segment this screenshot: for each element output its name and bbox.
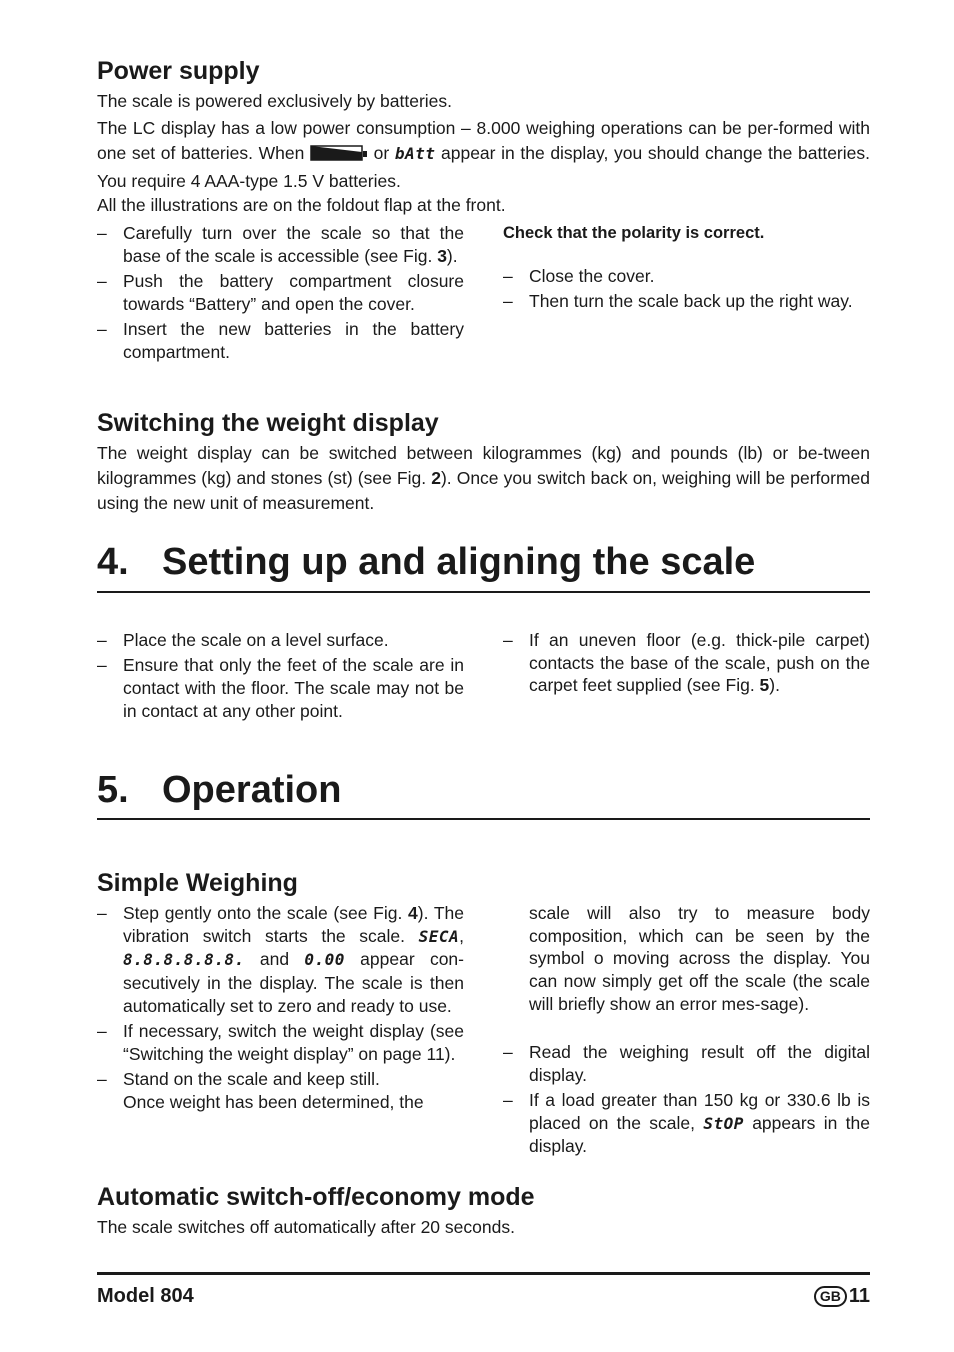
footer	[97, 1272, 870, 1307]
power-supply-p2-a: The LC display has a low power consumption – 8.000 weighing operations can be per-formed with one set of batteries. When	[97, 118, 870, 163]
list-item	[503, 1089, 870, 1158]
list-item: – Read the weighing result off the digital display.	[503, 1041, 870, 1086]
list-item	[97, 270, 464, 315]
test-display-code: 8.8.8.8.8.8.	[123, 950, 245, 970]
list-item-text: Insert the new batteries in the battery compartment.	[123, 318, 464, 362]
switching-text	[97, 441, 870, 516]
setup-left-list	[97, 629, 464, 725]
list-item: – Close the cover.	[503, 265, 870, 288]
language-badge: GB	[814, 1286, 847, 1307]
list-item	[503, 629, 870, 697]
cover-steps-list	[503, 265, 870, 315]
list-item-text: ).	[769, 675, 780, 696]
model-label: Model 804	[97, 1285, 194, 1307]
power-supply-p2-or: or	[373, 143, 390, 163]
list-item	[97, 1068, 464, 1113]
seca-display-code: SECA	[418, 926, 460, 946]
power-supply-heading: Power supply	[97, 57, 260, 85]
section-5-title	[97, 768, 341, 812]
list-item-text: Push the battery compartment closure towards “Battery” and open the cover.	[123, 270, 464, 314]
separator: ,	[459, 925, 464, 946]
auto-off-heading: Automatic switch-off/economy mode	[97, 1183, 535, 1211]
section-4-rule	[97, 591, 870, 593]
list-item-text: ). The vibration switch starts the scale.	[123, 903, 464, 946]
list-item-text: Step gently onto the scale (see Fig.	[123, 903, 409, 923]
list-item-text: appears in the display.	[529, 1112, 871, 1157]
simple-weighing-heading: Simple Weighing	[97, 869, 298, 897]
polarity-note: Check that the polarity is correct.	[503, 224, 765, 242]
list-item: – If necessary, switch the weight display (see “Switching the weight display” on page 11).	[97, 1020, 464, 1065]
fig-ref: 2	[431, 468, 441, 488]
batt-display-code: bAtt	[394, 144, 436, 163]
weighing-right-list	[503, 1041, 870, 1161]
list-item-text: ).	[446, 245, 458, 266]
power-supply-p3: All the illustrations are on the foldout flap at the front.	[97, 195, 506, 215]
list-item-text: Carefully turn over the scale so that the base of the scale is accessible (see Fig.	[123, 223, 464, 266]
section-title-text: Setting up and aligning the scale	[162, 541, 756, 583]
section-number: 4.	[97, 541, 129, 583]
section-5-rule	[97, 818, 870, 820]
fig-ref: 5	[759, 675, 770, 696]
weighing-continuation: scale will also try to measure body composition, which can be seen by the symbol o moving across the display. You can now simply get off the scale (the scale will briefly show an error mes-sage).	[529, 903, 870, 1014]
list-item: – Ensure that only the feet of the scale are in contact with the floor. The scale may not be in contact at any other point.	[97, 654, 464, 722]
setup-right-list	[503, 629, 870, 700]
fig-ref: 4	[408, 903, 418, 923]
page-number-block	[814, 1285, 870, 1308]
switching-heading: Switching the weight display	[97, 409, 439, 437]
section-4-title	[97, 540, 755, 584]
page-number: 11	[848, 1285, 870, 1307]
battery-steps-list	[97, 222, 464, 366]
battery-low-icon	[310, 144, 368, 169]
list-item-text: and	[244, 949, 305, 970]
power-supply-p2	[97, 116, 870, 194]
list-item	[97, 318, 464, 363]
section-number: 5.	[97, 769, 129, 811]
list-item	[97, 222, 464, 267]
weighing-left-list	[97, 902, 464, 1116]
section-title-text: Operation	[162, 769, 342, 811]
list-item-text: If an uneven floor (e.g. thick-pile carpet) contacts the base of the scale, push on the carpet feet supplied (see Fig.	[529, 630, 870, 696]
zero-display-code: 0.00	[304, 950, 345, 970]
switching-text-a: The weight display can be switched between kilogrammes (kg) and pounds (lb) or be-tween kilogrammes (kg) and stones (st) (see Fig.	[97, 443, 870, 488]
fig-ref: 3	[437, 245, 447, 266]
power-supply-p2-c: appear in the display, you should change the batteries. You require 4 AAA-type 1.5 V batteries.	[97, 143, 870, 191]
list-item-continuation: Once weight has been determined, the	[123, 1091, 424, 1112]
list-item: – Place the scale on a level surface.	[97, 629, 464, 652]
list-item	[97, 902, 464, 1018]
list-item-text: appear con-secutively in the display. The scale is then automatically set to zero and ready to use.	[123, 949, 464, 1016]
stop-display-code: StOP	[703, 1113, 744, 1133]
auto-off-text: The scale switches off automatically after 20 seconds.	[97, 1217, 515, 1237]
list-item: – Then turn the scale back up the right way.	[503, 290, 870, 313]
list-item-text: If a load greater than 150 kg or 330.6 lb is placed on the scale,	[529, 1089, 870, 1133]
list-item-text: Stand on the scale and keep still.	[123, 1068, 380, 1089]
power-supply-p1: The scale is powered exclusively by batteries.	[97, 91, 453, 111]
switching-text-b: ). Once you switch back on, weighing will be performed using the new unit of measurement.	[97, 468, 870, 513]
